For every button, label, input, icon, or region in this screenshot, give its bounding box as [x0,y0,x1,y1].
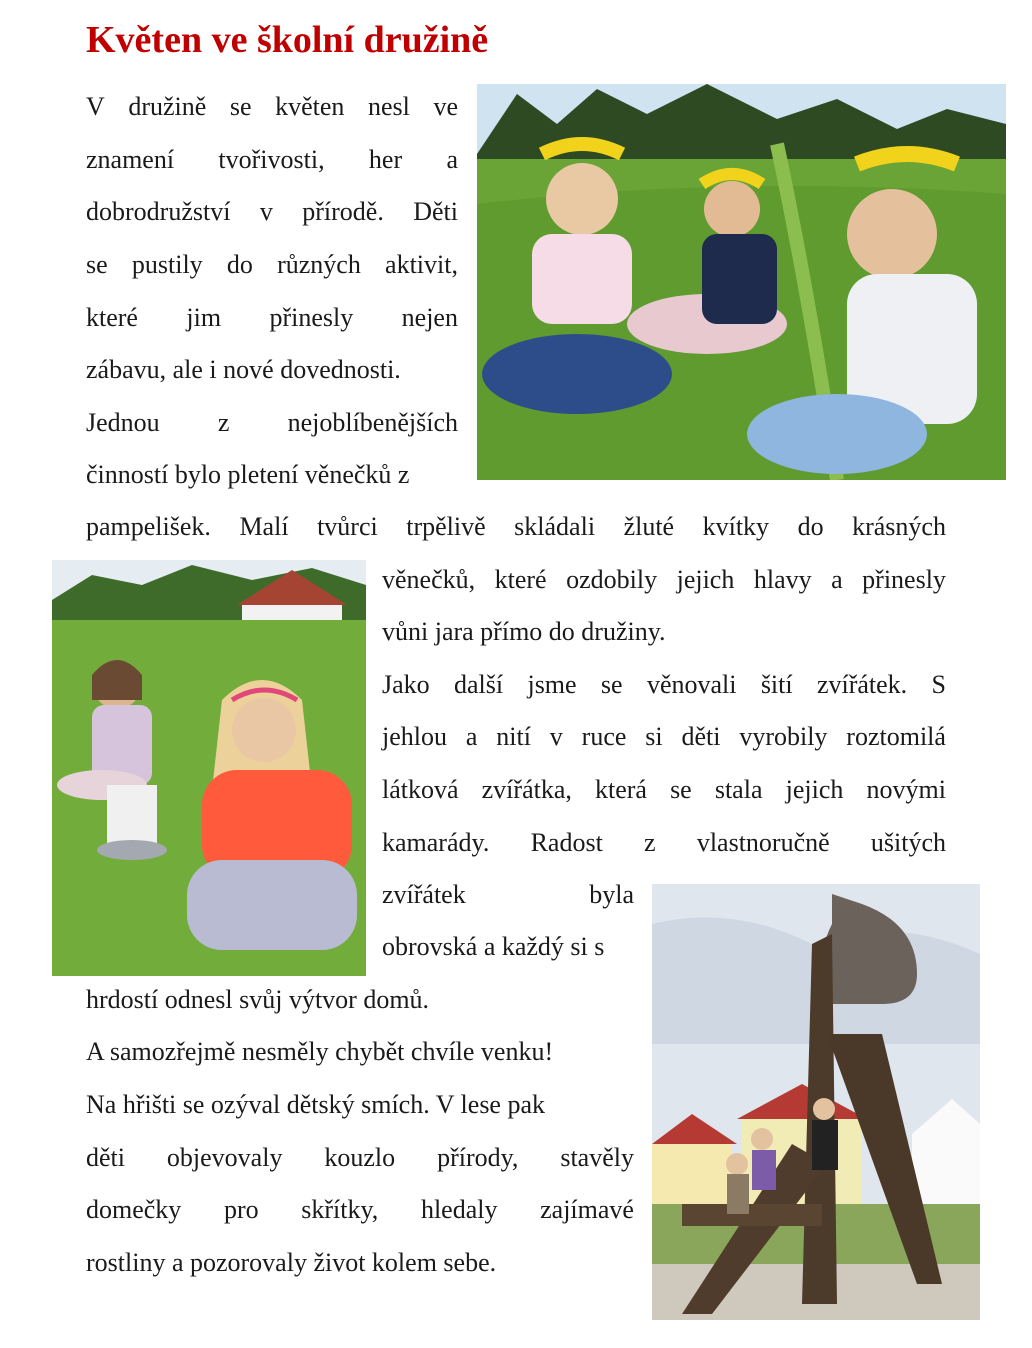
text-word: S [931,670,946,699]
text-word: věnečků, [382,565,476,594]
text-word: stavěly [560,1143,634,1172]
text-word: byla [589,880,634,909]
text-word: se [229,92,252,121]
text-word: přinesly [862,565,946,594]
text-word: a [465,722,478,751]
text-word: děti [86,1143,125,1172]
text-word: v [549,722,563,751]
text-word: nití [496,722,531,751]
text-word: a [446,145,458,174]
text-word: dobrodružství [86,197,231,226]
text-line [86,1195,634,1225]
photo-playground [652,884,980,1320]
text-word: zvířátka, [481,775,572,804]
text-word: jim [186,303,222,332]
text-word: hledaly [420,1195,498,1224]
text-word: pampelišek. [86,512,211,541]
text-line [86,512,946,542]
text-line [86,250,458,280]
text-word: domečky [86,1195,182,1224]
photo-dandelion-wreaths [477,84,1006,480]
text-word: které [86,303,138,332]
text-line [382,880,634,910]
text-word: kamarády. [382,828,490,857]
text-word: Malí [239,512,289,541]
text-word: skládali [514,512,596,541]
text-word: pustily [131,250,203,279]
text-word: které [494,565,547,594]
text-word: krásných [852,512,946,541]
page-title: Květen ve školní družině [86,19,489,61]
text-word: a [831,565,843,594]
text-line [86,1090,634,1120]
text-word: z [644,828,656,857]
text-word: do [797,512,824,541]
text-word: jsme [527,670,577,699]
text-word: šití [760,670,793,699]
text-word: jejich [785,775,844,804]
text-word: děti [681,722,721,751]
text-word: činností bylo pletení věnečků z [86,460,410,489]
text-line [382,775,946,805]
text-word: hlavy [753,565,812,594]
text-word: ruce [581,722,627,751]
text-word: rostliny a pozorovaly život kolem sebe. [86,1248,497,1277]
text-word: kvítky [702,512,770,541]
text-word: zvířátek [382,880,466,909]
text-line [86,985,634,1015]
text-line [382,828,946,858]
text-word: nejoblíbenějších [287,408,458,437]
text-word: novými [866,775,946,804]
text-word: skřítky, [301,1195,379,1224]
text-word: Radost [530,828,603,857]
text-line [86,1143,634,1173]
text-word: roztomilá [846,722,946,751]
text-word: přinesly [269,303,354,332]
text-line [86,1037,634,1067]
text-word: přírody, [437,1143,519,1172]
text-line [86,303,458,333]
text-word: A samozřejmě nesměly chybět chvíle venku! [86,1037,554,1066]
text-word: se [86,250,108,279]
text-line [382,932,634,962]
text-line [86,1248,634,1278]
text-word: ozdobily [566,565,658,594]
text-word: věnovali [646,670,737,699]
text-word: nesl [367,92,410,121]
text-word: družině [128,92,207,121]
text-word: aktivit, [385,250,458,279]
text-line [382,617,946,647]
text-word: vyrobily [739,722,828,751]
text-word: trpělivě [406,512,486,541]
text-word: vůni jara přímo do družiny. [382,617,666,646]
text-line [86,355,458,385]
text-line [382,565,946,595]
text-word: zvířátek. [816,670,908,699]
text-word: ušitých [870,828,946,857]
text-word: ve [433,92,458,121]
text-word: přírodě. [302,197,384,226]
text-word: další [454,670,504,699]
text-line [86,92,458,122]
text-word: žluté [623,512,675,541]
text-word: pro [223,1195,259,1224]
text-word: tvořivosti, [218,145,325,174]
text-word: tvůrci [317,512,378,541]
text-word: si [645,722,663,751]
text-word: do [226,250,253,279]
text-word: která [594,775,647,804]
text-word: her [368,145,403,174]
text-word: vlastnoručně [696,828,830,857]
text-word: se [600,670,623,699]
text-word: zajímavé [540,1195,634,1224]
text-line [86,408,458,438]
text-word: se [670,775,692,804]
text-word: hrdostí odnesl svůj výtvor domů. [86,985,430,1014]
text-word: Děti [413,197,458,226]
text-line [86,197,458,227]
text-word: jejich [676,565,735,594]
text-word: různých [277,250,361,279]
text-word: znamení [86,145,175,174]
text-word: kouzlo [324,1143,396,1172]
text-word: z [217,408,230,437]
text-word: Na hřišti se ozýval dětský smích. V lese pak [86,1090,546,1119]
text-word: v [259,197,273,226]
text-word: Jako [382,670,430,699]
text-word: jehlou [382,722,447,751]
text-word: zábavu, ale i nové dovednosti. [86,355,401,384]
photo-girls-crafting [52,560,366,976]
text-word: látková [382,775,459,804]
text-word: stala [714,775,763,804]
text-word: nejen [401,303,458,332]
text-word: obrovská a každý si s [382,932,605,961]
text-line [382,670,946,700]
text-line [86,460,458,490]
text-line [382,722,946,752]
text-word: V [86,92,105,121]
text-word: květen [275,92,345,121]
text-word: objevovaly [166,1143,283,1172]
text-line [86,145,458,175]
text-word: Jednou [86,408,160,437]
